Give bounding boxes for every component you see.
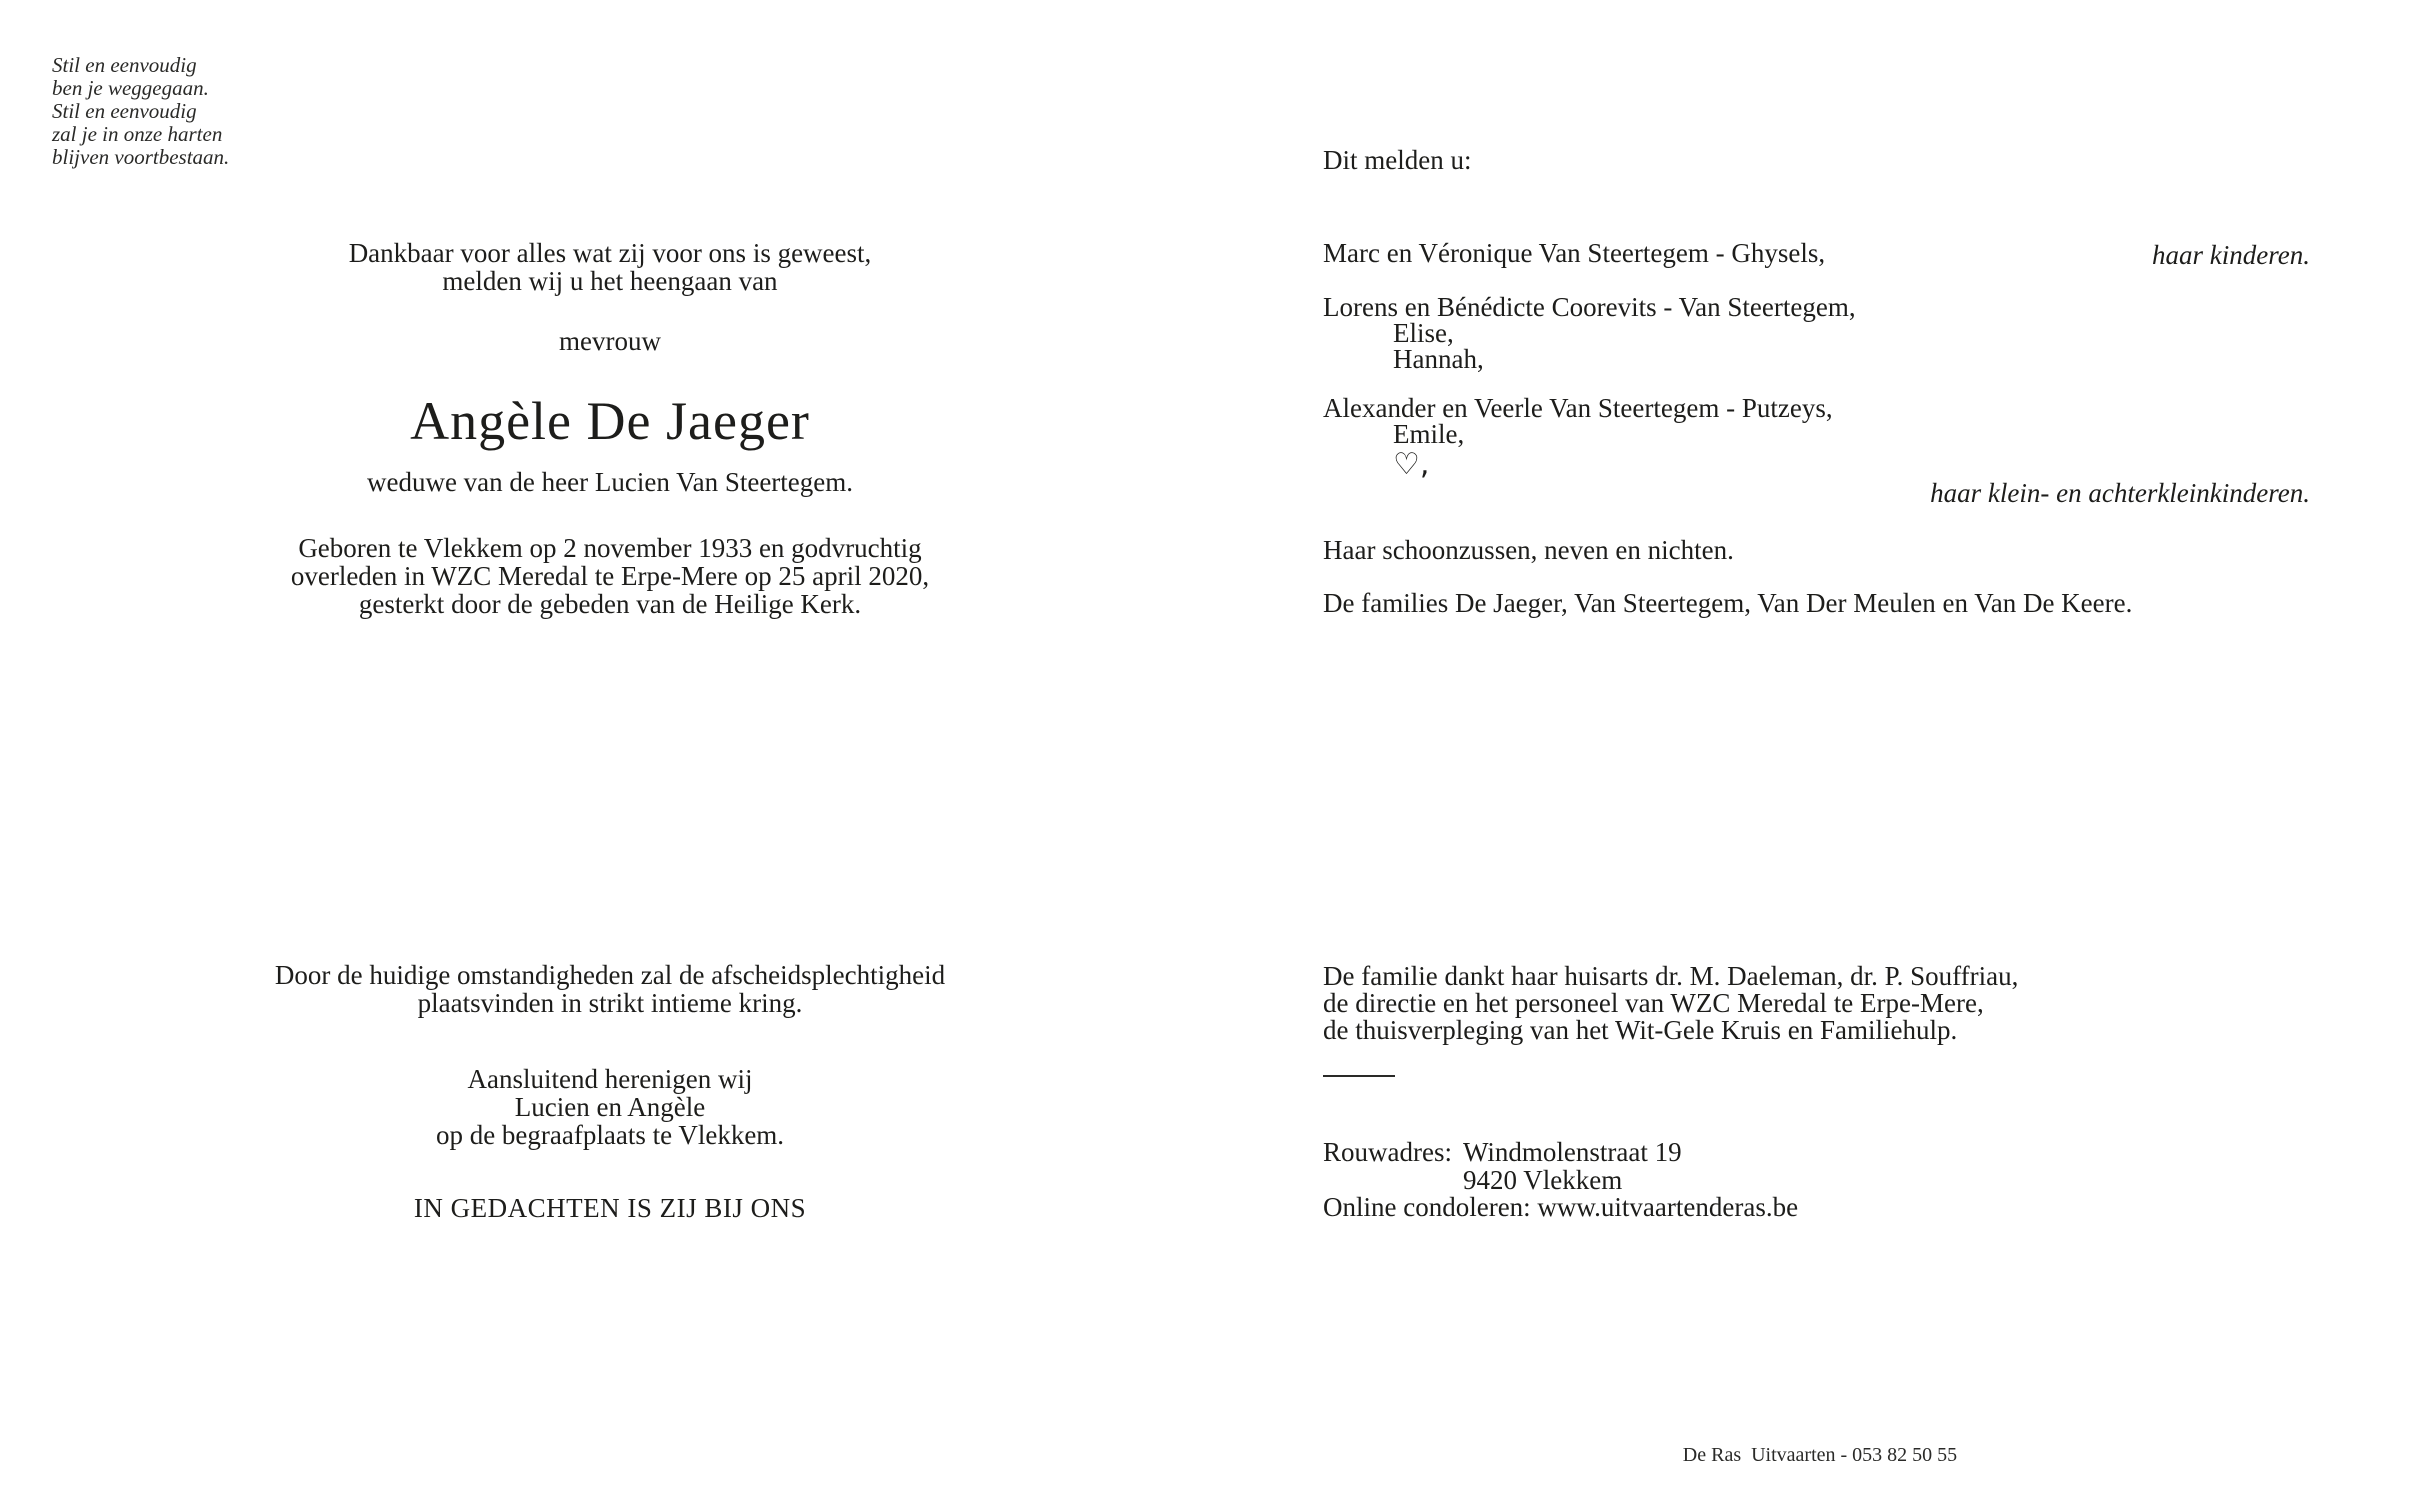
life-line: overleden in WZC Meredal te Erpe-Mere op 25 april 2020, (290, 561, 930, 591)
closing-line: IN GEDACHTEN IS ZIJ BIJ ONS (413, 1193, 807, 1223)
grandchild-name: Hannah, (1393, 344, 1484, 374)
children-line: Marc en Véronique Van Steertegem - Ghysels, (1323, 238, 1826, 268)
grandchild-group2-parents: Alexander en Veerle Van Steertegem - Putzeys, (1323, 393, 1833, 423)
life-dates-block (110, 534, 1110, 618)
grandchild-name: Emile, (1393, 419, 1465, 449)
heart-icon: ♡, (1393, 447, 1430, 482)
mourning-address-line (1323, 1139, 1798, 1167)
announcement-label: Dit melden u: (1323, 145, 1472, 175)
grandchildren-label: haar klein- en achterkleinkinderen. (1930, 478, 2310, 508)
mourning-address-city: 9420 Vlekkem (1463, 1164, 1623, 1195)
deceased-name: Angèle De Jaeger (410, 391, 810, 451)
intro-line: melden wij u het heengaan van (442, 266, 778, 296)
reunion-line: Aansluitend herenigen wij (467, 1064, 753, 1094)
funeral-home-credit: De Ras Uitvaarten - 053 82 50 55 (1682, 1444, 1958, 1466)
intro-line: Dankbaar voor alles wat zij voor ons is geweest, (348, 238, 872, 268)
children-label: haar kinderen. (2152, 240, 2310, 270)
ceremony-line: Door de huidige omstandigheden zal de afscheidsplechtigheid (274, 960, 946, 990)
reunion-line: Lucien en Angèle (514, 1092, 706, 1122)
salutation: mevrouw (559, 326, 661, 356)
memorial-poem (52, 54, 229, 169)
condolence-line: Online condoleren: www.uitvaartenderas.be (1323, 1192, 1799, 1222)
mourning-address-label: Rouwadres: (1323, 1137, 1452, 1167)
divider-rule (1323, 1075, 1395, 1077)
life-line: Geboren te Vlekkem op 2 november 1933 en godvruchtig (298, 533, 922, 563)
mourning-address-street: Windmolenstraat 19 (1463, 1137, 1682, 1167)
thanks-block (1323, 963, 2018, 1044)
ceremony-block (110, 961, 1110, 1017)
poem-line: Stil en eenvoudig (52, 53, 197, 77)
thanks-line: De familie dankt haar huisarts dr. M. Daeleman, dr. P. Souffriau, (1323, 961, 2019, 991)
thanks-line: de directie en het personeel van WZC Meredal te Erpe-Mere, (1323, 988, 1984, 1018)
reunion-block (110, 1065, 1110, 1149)
relatives-line: Haar schoonzussen, neven en nichten. (1323, 535, 1734, 565)
announcement-intro (110, 239, 1110, 295)
thanks-line: de thuisverpleging van het Wit-Gele Kruis en Familiehulp. (1323, 1015, 1958, 1045)
poem-line: Stil en eenvoudig (52, 99, 197, 123)
mourning-address-block (1323, 1139, 1798, 1222)
life-line: gesterkt door de gebeden van de Heilige Kerk. (358, 589, 862, 619)
ceremony-line: plaatsvinden in strikt intieme kring. (417, 988, 803, 1018)
grandchild-group1-parents: Lorens en Bénédicte Coorevits - Van Steertegem, (1323, 292, 1856, 322)
reunion-line: op de begraafplaats te Vlekkem. (435, 1120, 785, 1150)
poem-line: ben je weggegaan. (52, 76, 209, 100)
widow-line: weduwe van de heer Lucien Van Steertegem. (366, 467, 854, 497)
grandchild-name: Elise, (1393, 318, 1454, 348)
poem-line: blijven voortbestaan. (52, 145, 230, 169)
families-line: De families De Jaeger, Van Steertegem, Van Der Meulen en Van De Keere. (1323, 588, 2133, 618)
poem-line: zal je in onze harten (52, 122, 223, 146)
